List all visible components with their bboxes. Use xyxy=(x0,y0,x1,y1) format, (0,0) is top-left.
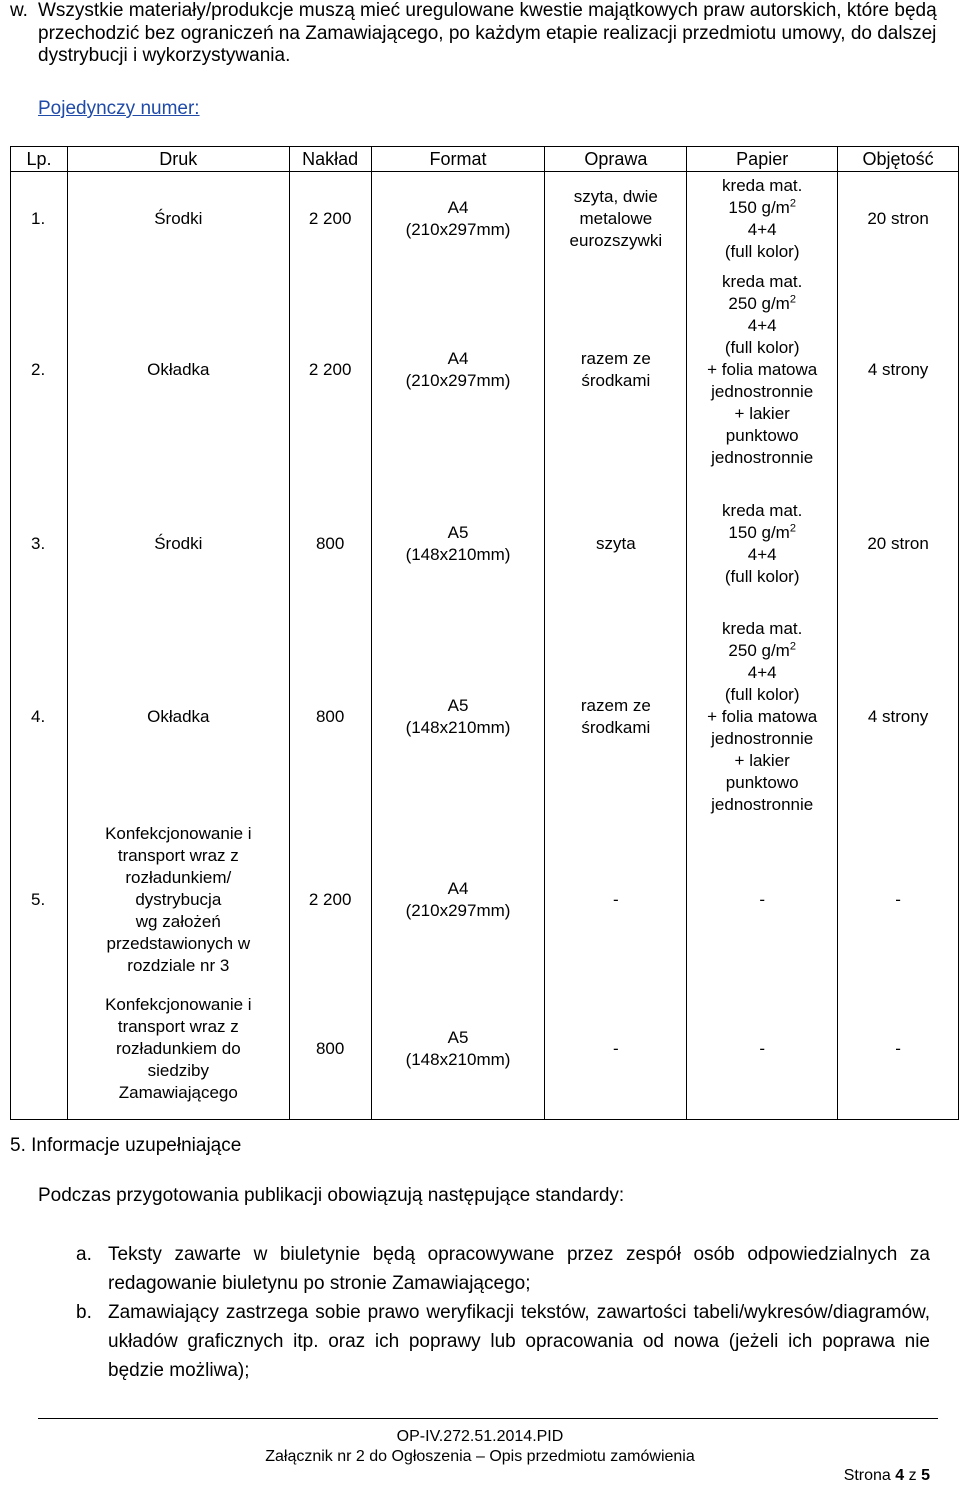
cell-oprawa: szyta, dwie metalowe eurozszywki xyxy=(545,172,687,266)
cell-druk: Środki xyxy=(67,474,289,614)
cell-naklad: 800 xyxy=(289,980,371,1120)
cell-druk: Środki xyxy=(67,172,289,266)
header-format: Format xyxy=(371,147,545,172)
cell-lp: 2. xyxy=(11,266,68,474)
paragraph-w-marker: w. xyxy=(10,0,28,21)
header-lp: Lp. xyxy=(11,147,68,172)
section-intro: Podczas przygotowania publikacji obowiązują następujące standardy: xyxy=(38,1185,625,1206)
table-row xyxy=(11,474,959,614)
cell-objetosc: - xyxy=(838,980,959,1120)
cell-format: A4 (210x297mm) xyxy=(371,820,545,980)
cell-lp: 4. xyxy=(11,614,68,820)
cell-druk: Konfekcjonowanie i transport wraz z rozładunkiem do siedziby Zamawiającego xyxy=(67,980,289,1120)
cell-objetosc: - xyxy=(838,820,959,980)
cell-papier: kreda mat. 250 $g/m^2$ 4+4 (full kolor) + folia matowa jednostronnie + lakier punktowo jednostronnie xyxy=(687,614,838,820)
list-text: Zamawiający zastrzega sobie prawo weryfikacji tekstów, zawartości tabeli/wykresów/diagramów, układów graficznych itp. oraz ich poprawy lub opracowania od nowa (jeżeli ich poprawa nie będzie możliwa); xyxy=(108,1302,930,1381)
cell-format: A4 (210x297mm) xyxy=(371,172,545,266)
list-marker: a. xyxy=(76,1244,92,1265)
footer-divider xyxy=(38,1418,938,1419)
cell-format: A5 (148x210mm) xyxy=(371,980,545,1120)
header-naklad: Nakład xyxy=(289,147,371,172)
cell-format: A4 (210x297mm) xyxy=(371,266,545,474)
cell-oprawa: - xyxy=(545,980,687,1120)
header-druk: Druk xyxy=(67,147,289,172)
cell-naklad: 2 200 xyxy=(289,266,371,474)
table-header-row xyxy=(11,147,959,172)
cell-druk: Konfekcjonowanie i transport wraz z rozładunkiem/ dystrybucja wg założeń przedstawionych w rozdziale nr 3 xyxy=(67,820,289,980)
pojedynczy-numer-label: Pojedynczy numer: xyxy=(38,98,200,119)
cell-format: A5 (148x210mm) xyxy=(371,614,545,820)
cell-papier: kreda mat. 150 $g/m^2$ 4+4 (full kolor) xyxy=(687,172,838,266)
cell-papier: kreda mat. 250 $g/m^2$ 4+4 (full kolor) + folia matowa jednostronnie + lakier punktowo jednostronnie xyxy=(687,266,838,474)
cell-objetosc: 4 strony xyxy=(838,614,959,820)
paragraph-w-text: Wszystkie materiały/produkcje muszą mieć uregulowane kwestie majątkowych praw autorskich, które będą przechodzić bez ograniczeń na Zamawiającego, po każdym etapie realizacji przedmiotu umowy, do dalszej dystrybucji i wykorzystywania. xyxy=(38,0,937,66)
cell-lp: 3. xyxy=(11,474,68,614)
header-objetosc: Objętość xyxy=(838,147,959,172)
cell-druk: Okładka xyxy=(67,266,289,474)
list-item xyxy=(76,1298,930,1385)
table-row xyxy=(11,980,959,1120)
cell-naklad: 800 xyxy=(289,474,371,614)
table-row xyxy=(11,614,959,820)
cell-oprawa: szyta xyxy=(545,474,687,614)
header-oprawa: Oprawa xyxy=(545,147,687,172)
cell-objetosc: 4 strony xyxy=(838,266,959,474)
cell-papier: kreda mat. 150 $g/m^2$ 4+4 (full kolor) xyxy=(687,474,838,614)
cell-lp xyxy=(11,980,68,1120)
page-number: Strona 4 z 5 xyxy=(843,1467,930,1484)
cell-objetosc: 20 stron xyxy=(838,172,959,266)
footer-reference: OP-IV.272.51.2014.PID xyxy=(396,1428,564,1445)
table-row xyxy=(11,266,959,474)
cell-naklad: 800 xyxy=(289,614,371,820)
cell-lp: 1. xyxy=(11,172,68,266)
list-marker: b. xyxy=(76,1302,92,1323)
cell-druk: Okładka xyxy=(67,614,289,820)
cell-naklad: 2 200 xyxy=(289,820,371,980)
table-row xyxy=(11,172,959,266)
cell-format: A5 (148x210mm) xyxy=(371,474,545,614)
list-text: Teksty zawarte w biuletynie będą opracowywane przez zespół osób odpowiedzialnych za redagowanie biuletynu po stronie Zamawiającego; xyxy=(108,1244,930,1294)
list-item xyxy=(76,1240,930,1298)
cell-lp: 5. xyxy=(11,820,68,980)
cell-objetosc: 20 stron xyxy=(838,474,959,614)
section-title: 5. Informacje uzupełniające xyxy=(10,1135,242,1156)
table-row xyxy=(11,820,959,980)
paragraph-w xyxy=(10,0,940,66)
cell-oprawa: razem ze środkami xyxy=(545,266,687,474)
cell-oprawa: - xyxy=(545,820,687,980)
print-spec-table xyxy=(10,146,959,1120)
cell-papier: - xyxy=(687,820,838,980)
cell-naklad: 2 200 xyxy=(289,172,371,266)
header-papier: Papier xyxy=(687,147,838,172)
cell-oprawa: razem ze środkami xyxy=(545,614,687,820)
footer-attachment: Załącznik nr 2 do Ogłoszenia – Opis przedmiotu zamówienia xyxy=(265,1448,695,1465)
cell-papier: - xyxy=(687,980,838,1120)
